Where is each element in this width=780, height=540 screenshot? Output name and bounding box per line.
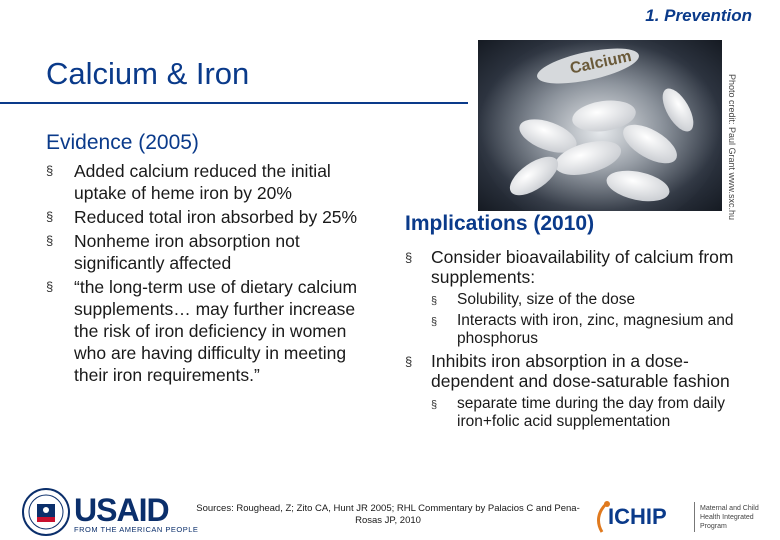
pills-illustration: [478, 40, 722, 211]
bullet-icon: §: [405, 354, 413, 369]
section-tag: 1. Prevention: [645, 6, 752, 25]
bullet-icon: §: [46, 209, 54, 224]
usaid-logo: [74, 492, 199, 534]
calcium-pills-photo: [478, 40, 722, 211]
bullet-icon: §: [46, 233, 54, 248]
implications-list: [405, 247, 755, 434]
bullet-icon: §: [431, 295, 438, 307]
sub-list-item: § Solubility, size of the dose: [431, 291, 636, 308]
evidence-list: [46, 160, 376, 388]
sub-list-item: § Interacts with iron, zinc, magnesium and phosphorus: [431, 312, 734, 347]
usaid-wordmark: USAID: [74, 492, 169, 528]
bullet-icon: §: [46, 163, 54, 178]
photo-credit: Photo credit: Paul Grant www.sxc.hu: [727, 74, 737, 221]
usaid-seal-logo: [22, 488, 70, 536]
list-item: § Inhibits iron absorption in a dose-dependent and dose-saturable fashion: [405, 351, 730, 391]
bottle-label-text: Calcium: [568, 47, 633, 78]
title-underline: [0, 102, 468, 104]
bullet-icon: §: [431, 316, 438, 328]
bullet-icon: §: [405, 250, 413, 265]
mchip-logo: [592, 496, 776, 536]
sub-list-item: § separate time during the day from daily iron+folic acid supplementation: [431, 395, 725, 430]
sources-citation: Sources: Roughead, Z; Zito CA, Hunt JR 2005; RHL Commentary by Palacios C and Pena-Rosas JP, 2010: [196, 503, 580, 526]
list-item: § Added calcium reduced the initial uptake of heme iron by 20%: [46, 161, 331, 203]
bullet-icon: §: [431, 399, 438, 411]
mchip-subtitle: Maternal and Child Health Integrated Program: [700, 505, 759, 530]
implications-heading: Implications (2010): [405, 212, 595, 235]
list-item: § Nonheme iron absorption not significantly affected: [46, 231, 300, 273]
mchip-wordmark: ICHIP: [608, 504, 667, 529]
top-bar: [0, 0, 780, 30]
list-item: § Consider bioavailability of calcium from supplements:: [405, 247, 734, 287]
logo-divider: [694, 502, 695, 532]
evidence-heading: Evidence (2005): [46, 131, 199, 154]
list-item: § “the long-term use of dietary calcium supplements… may further increase the risk of iron deficiency in women who are having difficulty in meeting their iron requirements.”: [46, 277, 358, 385]
bullet-icon: §: [46, 279, 54, 294]
slide-title: Calcium & Iron: [46, 56, 250, 91]
list-item: § Reduced total iron absorbed by 25%: [46, 207, 358, 227]
usaid-tagline: FROM THE AMERICAN PEOPLE: [74, 525, 199, 534]
